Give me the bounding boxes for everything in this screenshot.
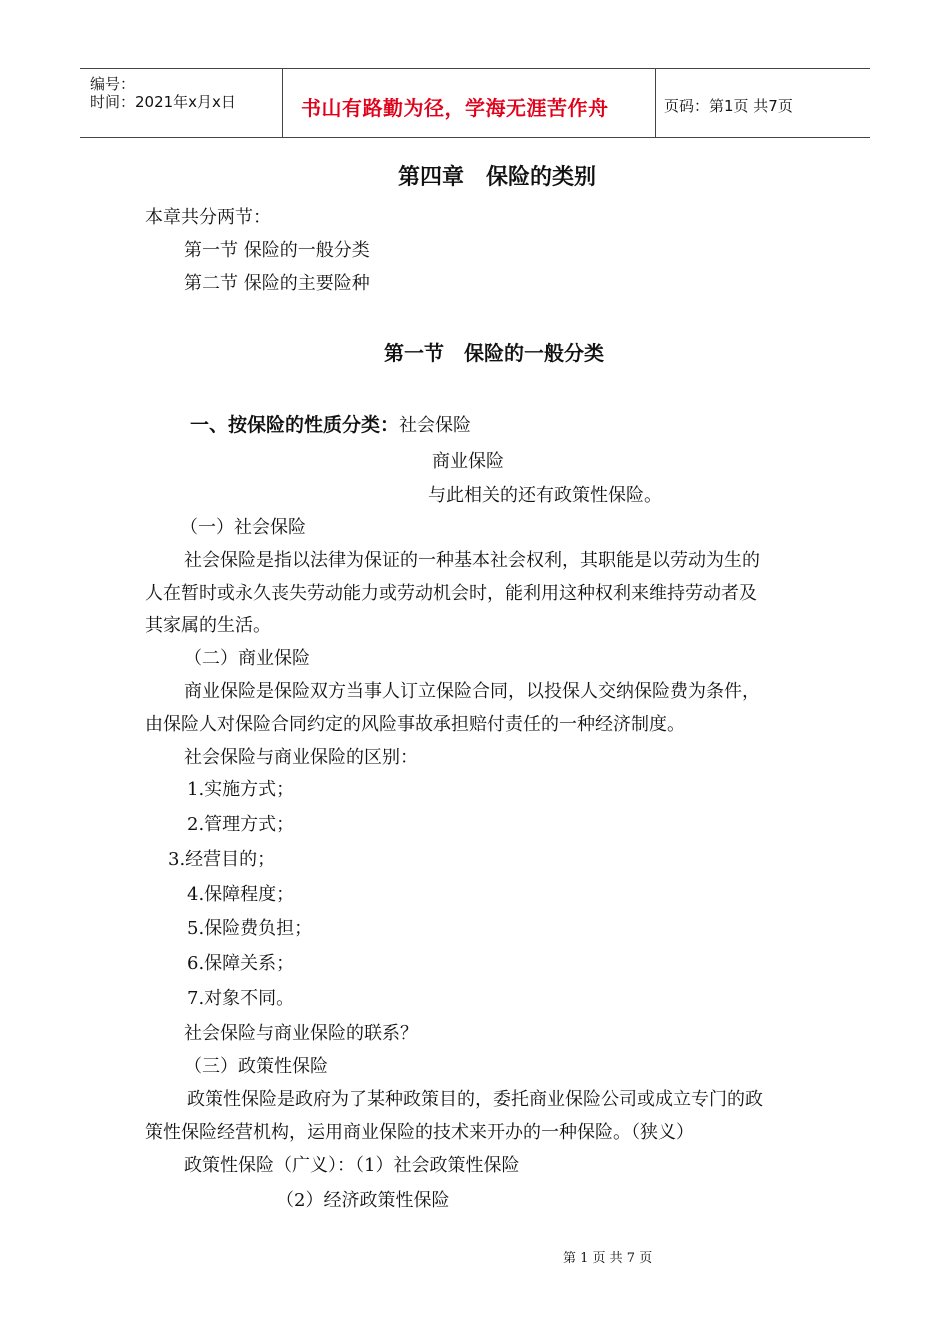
intro-lead: 本章共分两节： — [145, 207, 271, 228]
header-right-cell — [655, 69, 870, 137]
document-number-label: 编号： — [90, 75, 136, 93]
social-line-3: 其家属的生活。 — [145, 615, 271, 636]
page-footer: 第 1 页 共 7 页 — [563, 1251, 653, 1266]
policy-broad-item-2: （2）经济政策性保险 — [276, 1190, 450, 1211]
difference-item-5: 5.保险费负担； — [187, 918, 313, 939]
chapter-title: 第四章 保险的类别 — [398, 165, 597, 190]
section-1-title: 第一节 保险的一般分类 — [384, 341, 604, 365]
commercial-line-1: 商业保险是保险双方当事人订立保险合同，以投保人交纳保险费为条件， — [184, 681, 760, 702]
commercial-heading: （二）商业保险 — [184, 648, 310, 669]
difference-item-1: 1.实施方式； — [187, 779, 295, 800]
relation-question: 社会保险与商业保险的联系？ — [184, 1023, 418, 1044]
header-motto: 书山有路勤为径，学海无涯苦作舟 — [301, 96, 609, 120]
intro-section-2: 第二节 保险的主要险种 — [184, 273, 370, 294]
part1-line — [190, 410, 471, 437]
intro-section-1: 第一节 保险的一般分类 — [184, 240, 370, 261]
page-info: 页码：第1页 共7页 — [664, 97, 793, 115]
part1-heading: 一、按保险的性质分类： — [190, 414, 400, 436]
part1-item-policy: 与此相关的还有政策性保险。 — [428, 485, 662, 506]
difference-item-7: 7.对象不同。 — [187, 988, 295, 1009]
social-heading: （一）社会保险 — [180, 517, 306, 538]
header-table — [80, 68, 870, 138]
header-left-cell — [80, 69, 282, 137]
part1-item-commercial: 商业保险 — [432, 451, 504, 472]
difference-item-4: 4.保障程度； — [187, 884, 295, 905]
policy-line-2: 策性保险经营机构，运用商业保险的技术来开办的一种保险。（狭义） — [145, 1122, 694, 1143]
policy-line-1: 政策性保险是政府为了某种政策目的，委托商业保险公司或成立专门的政 — [187, 1089, 763, 1110]
social-line-1: 社会保险是指以法律为保证的一种基本社会权利，其职能是以劳动为生的 — [184, 550, 760, 571]
document-date: 时间：2021年x月x日 — [90, 93, 236, 111]
difference-item-6: 6.保障关系； — [187, 953, 295, 974]
part1-item-social: 社会保险 — [399, 415, 472, 436]
commercial-line-2: 由保险人对保险合同约定的风险事故承担赔付责任的一种经济制度。 — [145, 714, 685, 735]
difference-heading: 社会保险与商业保险的区别： — [184, 747, 418, 768]
policy-heading: （三）政策性保险 — [184, 1056, 328, 1077]
difference-item-2: 2.管理方式； — [187, 814, 295, 835]
header-motto-cell — [282, 69, 656, 137]
policy-broad-line: 政策性保险（广义）：（1）社会政策性保险 — [184, 1155, 520, 1176]
social-line-2: 人在暂时或永久丧失劳动能力或劳动机会时，能利用这种权利来维持劳动者及 — [145, 583, 757, 604]
difference-item-3: 3.经营目的； — [168, 849, 276, 870]
